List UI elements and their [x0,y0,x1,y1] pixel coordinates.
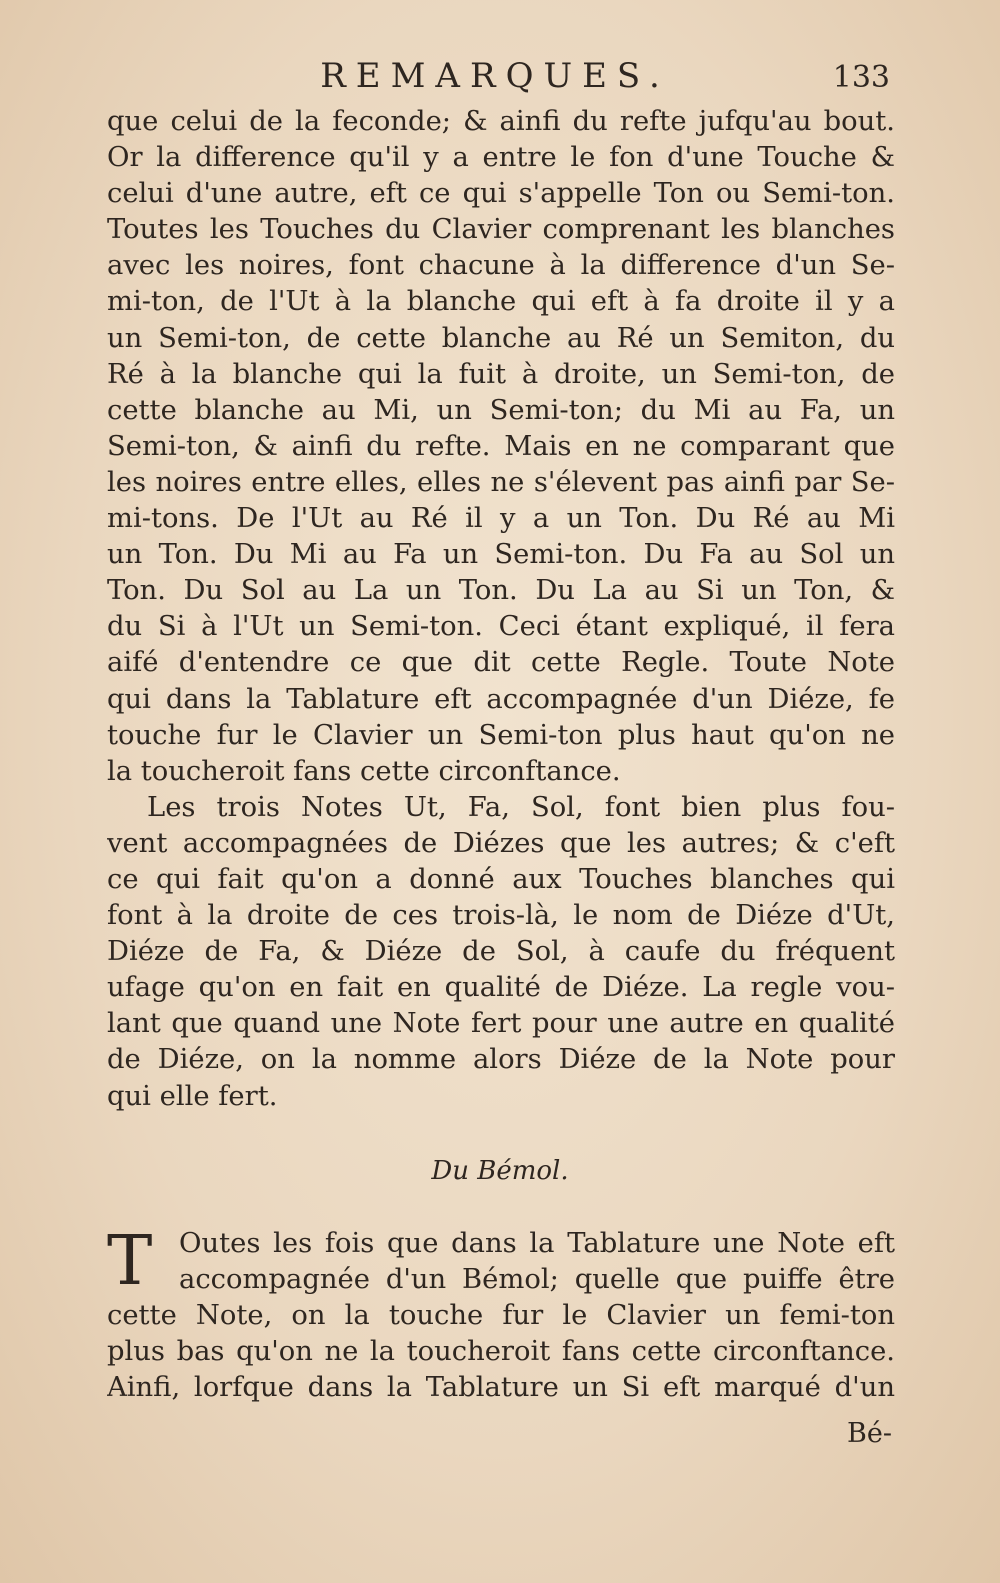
body-text [107,104,895,1115]
text-line: Toutes les Touches du Clavier comprenant les blanches [107,214,895,246]
section-text [107,1222,895,1406]
page-number: 133 [832,60,890,95]
text-line: celui d'une autre, eft ce qui s'appelle Ton ou Semi-ton. [107,178,895,210]
text-line: un Semi-ton, de cette blanche au Ré un Semiton, du [107,322,895,354]
text-line: ce qui fait qu'on a donné aux Touches blanches qui [107,863,895,895]
catchword: Bé- [847,1418,892,1449]
text-line: aifé d'entendre ce que dit cette Regle. Toute Note [107,647,895,679]
drop-cap: T [107,1222,153,1301]
text-line: vent accompagnées de Diézes que les autres; & c'eft [107,827,895,859]
text-line: plus bas qu'on ne la toucheroit fans cette circonftance. [107,1336,895,1368]
text-line: Ré à la blanche qui la fuit à droite, un Semi-ton, de [107,358,895,390]
running-title: REMARQUES. [320,56,670,96]
text-line: cette Note, on la touche fur le Clavier un femi-ton [107,1300,895,1332]
text-line: que celui de la feconde; & ainfi du refte jufqu'au bout. [107,106,895,137]
text-line: un Ton. Du Mi au Fa un Semi-ton. Du Fa au Sol un [107,539,895,571]
text-line: du Si à l'Ut un Semi-ton. Ceci étant expliqué, il fera [107,611,895,643]
text-line: les noires entre elles, elles ne s'élevent pas ainfi par Se- [107,466,895,498]
section-title: Du Bémol. [431,1156,569,1186]
text-line: Ton. Du Sol au La un Ton. Du La au Si un Ton, & [107,575,895,607]
text-line: lant que quand une Note fert pour une autre en qualité [107,1008,895,1040]
text-line: mi-tons. De l'Ut au Ré il y a un Ton. Du Ré au Mi [107,503,895,535]
text-line: accompagnée d'un Bémol; quelle que puiffe être [179,1264,895,1296]
text-line: cette blanche au Mi, un Semi-ton; du Mi au Fa, un [107,394,895,426]
text-line: Ainfi, lorfque dans la Tablature un Si eft marqué d'un [107,1372,895,1404]
text-line: de Diéze, on la nomme alors Diéze de la Note pour [107,1044,895,1076]
text-line: Or la difference qu'il y a entre le fon d'une Touche & [107,142,895,174]
text-line: Semi-ton, & ainfi du refte. Mais en ne comparant que [107,430,895,462]
text-line: ufage qu'on en fait en qualité de Diéze. La regle vou- [107,972,895,1004]
text-line: font à la droite de ces trois-là, le nom de Diéze d'Ut, [107,900,895,932]
text-line: touche fur le Clavier un Semi-ton plus haut qu'on ne [107,719,895,751]
text-line: qui dans la Tablature eft accompagnée d'un Diéze, fe [107,683,895,715]
text-line: la toucheroit fans cette circonftance. [107,755,621,787]
page-header [100,56,890,100]
text-line: Les trois Notes Ut, Fa, Sol, font bien plus fou- [147,791,895,823]
text-line: Diéze de Fa, & Diéze de Sol, à caufe du fréquent [107,936,895,968]
text-line: avec les noires, font chacune à la difference d'un Se- [107,250,895,282]
text-line: Outes les fois que dans la Tablature une Note eft [179,1228,895,1259]
text-line: qui elle fert. [107,1080,278,1112]
text-line: mi-ton, de l'Ut à la blanche qui eft à fa droite il y a [107,286,895,318]
